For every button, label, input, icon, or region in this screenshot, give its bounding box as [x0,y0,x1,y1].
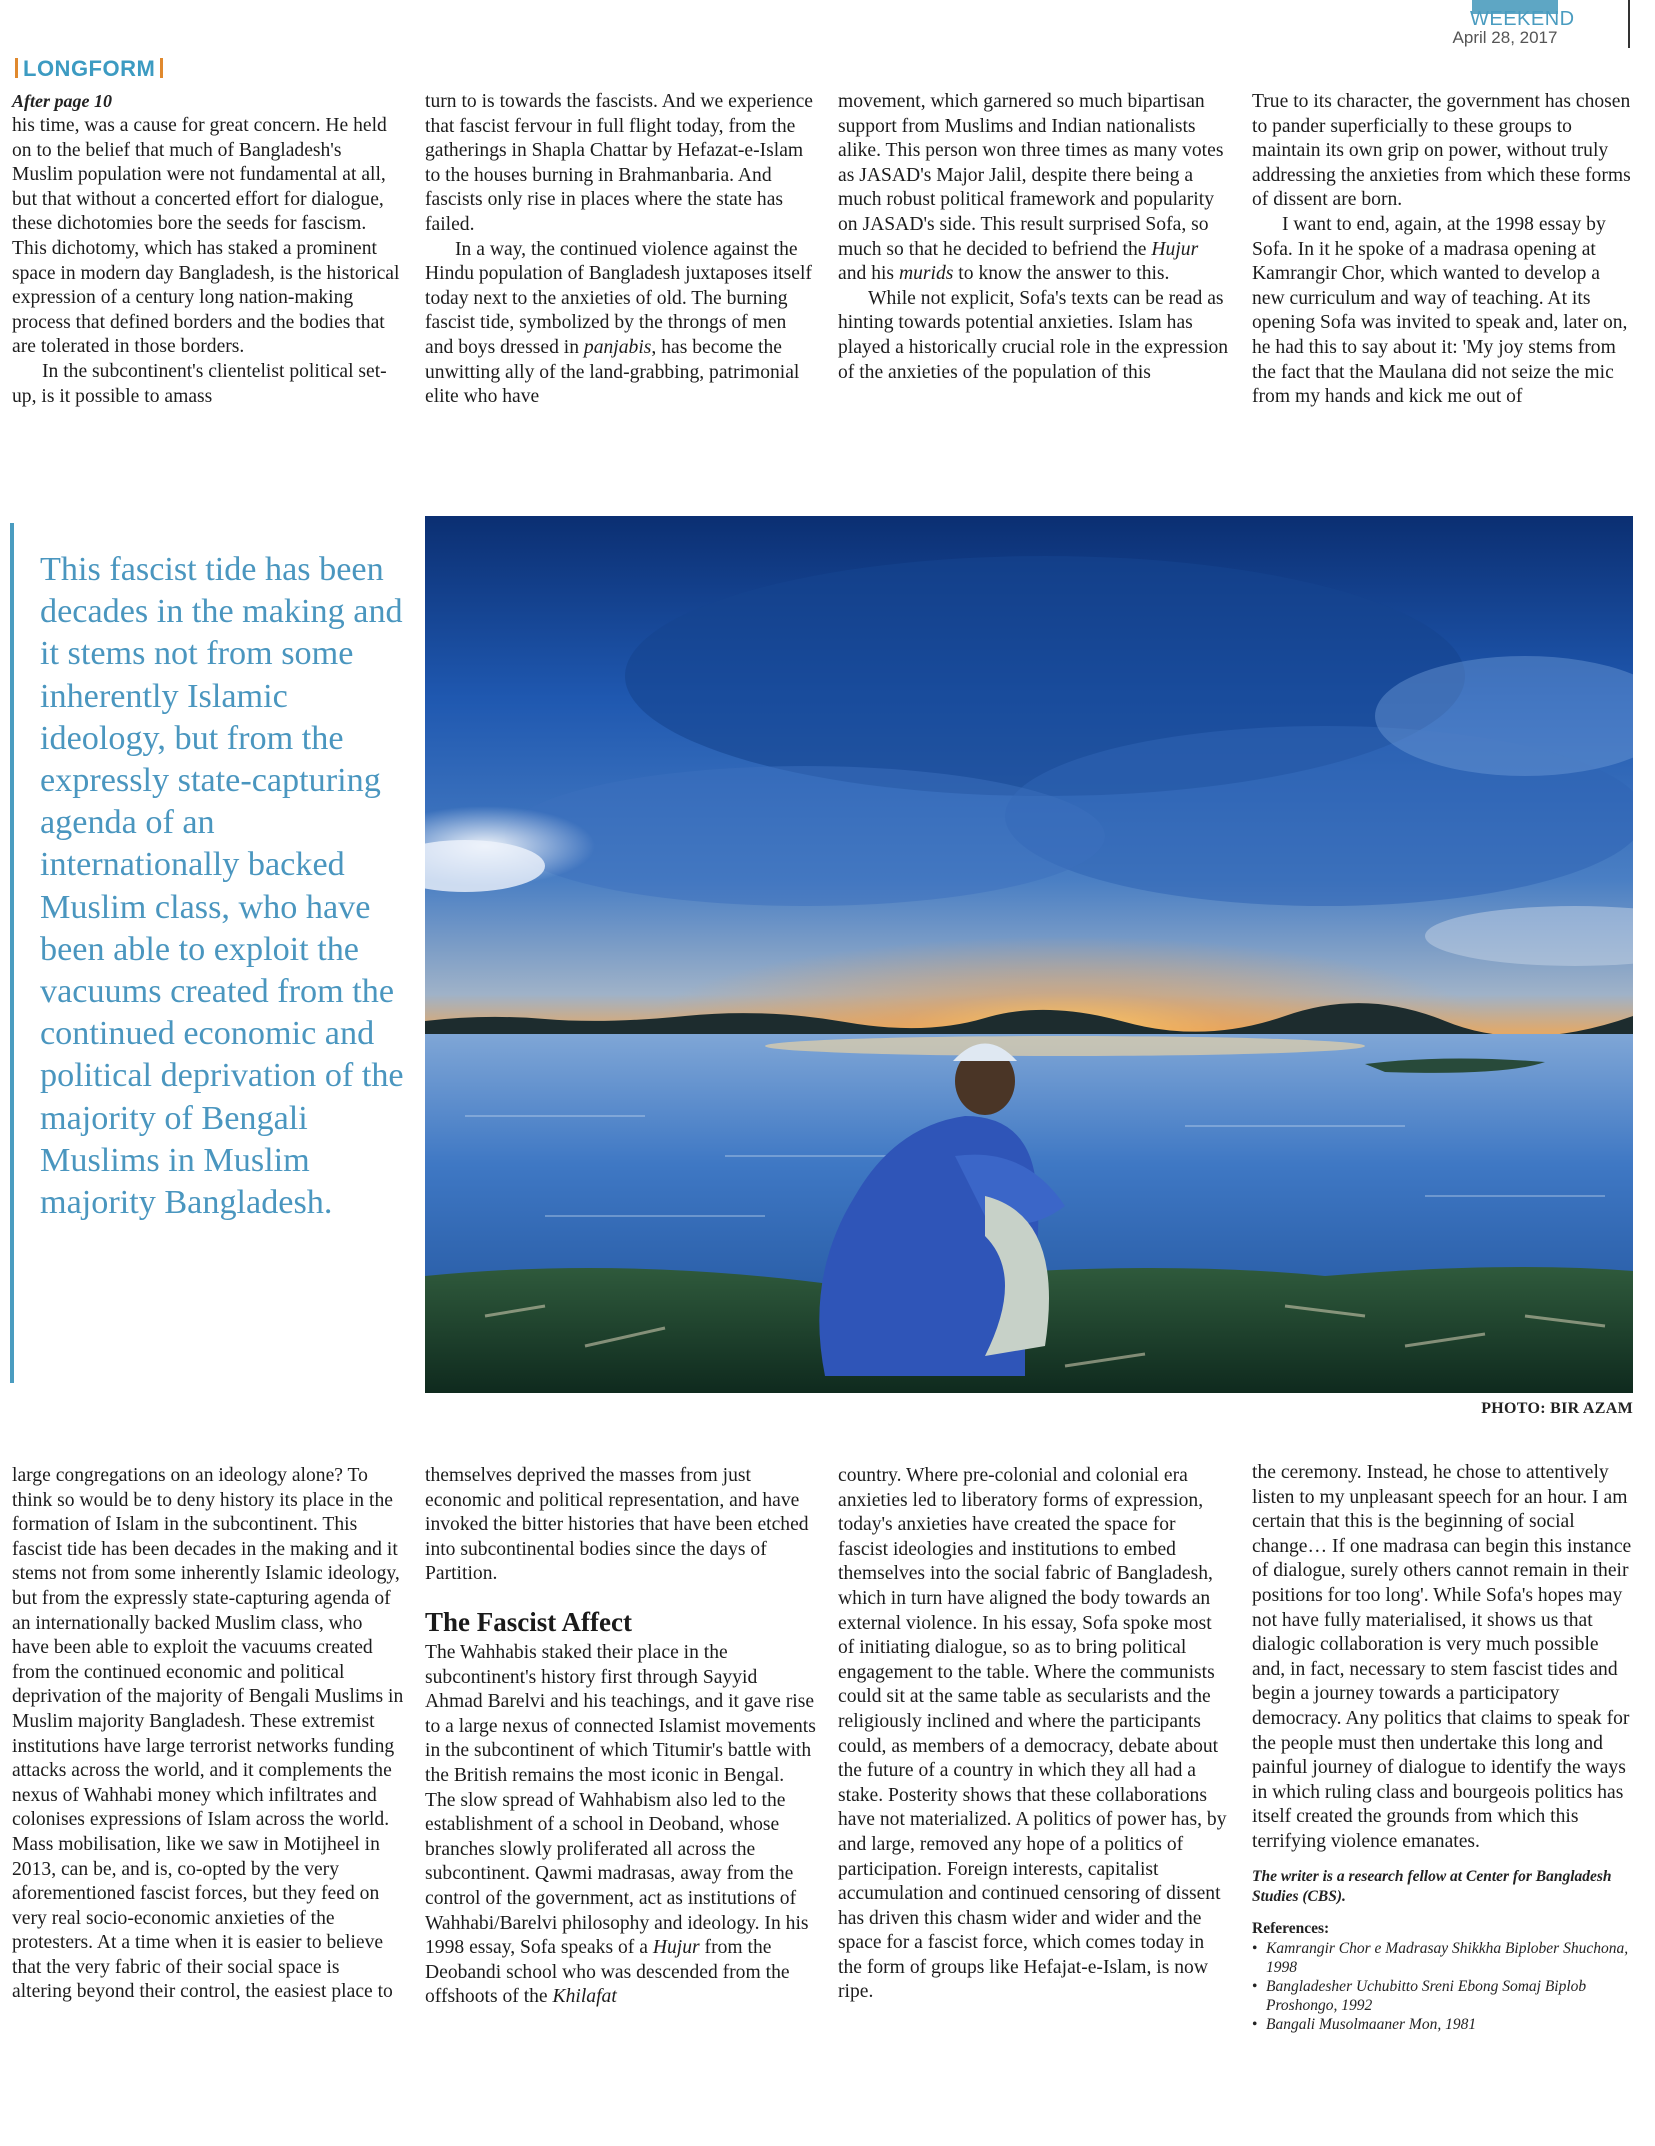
paragraph: True to its character, the government has chosen to pander superficially to these groups to maintain its own grip on power, without truly addressing the anxieties from which these forms of dissent are born. [1252,91,1631,211]
bottom-column-4 [1252,1461,1636,2034]
reference-item: • Bangali Musolmaaner Mon, 1981 [1252,2015,1636,2034]
bottom-column-3 [838,1464,1230,2005]
text-run: The Wahhabis staked their place in the subcontinent's history first through Sayyid Ahmad Barelvi and his teachings, and it gave rise to a large nexus of connected Islamist movements in the subcontinent of which Titumir's battle with the British remains the most iconic in Bengal. The slow spread of Wahhabism also led to the establishment of a school in Deoband, whose branches slowly proliferated all across the subcontinent. Qawmi madrasas, away from the control of the government, act as institutions of Wahhabi/Barelvi philosophy and ideology. In his 1998 essay, Sofa speaks of a [425,1641,816,1959]
reference-item: • Bangladesher Uchubitto Sreni Ebong Somaj Biplob Proshongo, 1992 [1252,1977,1636,2015]
pull-quote-text: This fascist tide has been decades in the making and it stems not from some inherently Islamic ideology, but from the expressly state-capturing agenda of an internationally backed Muslim class, who have been able to exploit the vacuums created from the continued economic and political deprivation of the majority of Bengali Muslims in Muslim majority Bangladesh. [40,551,404,1222]
paragraph: his time, was a cause for great concern. He held on to the belief that much of Bangladesh's Muslim population were not fundamental at all, but that without a concerted effort for dialogue, these dichotomies bore the seeds for fascism. This dichotomy, which has staked a prominent space in modern day Bangladesh, is the historical expression of a century long nation-making process that defined borders and the bodies that are tolerated in those borders. [12,115,400,358]
paragraph: large congregations on an ideology alone? To think so would be to deny history its place in the formation of Islam in the subcontinent. This fascist tide has been decades in the making and it stems not from some inherently Islamic ideology, but from the expressly state-capturing agenda of an internationally backed Muslim class, who have been able to exploit the vacuums created from the continued economic and political deprivation of the majority of Bengali Muslims in Muslim majority Bangladesh. These extremist institutions have large terrorist networks funding attacks across the world, and it complements the nexus of Wahhabi money which infiltrates and colonises expressions of Islam across the world. Mass mobilisation, like we saw in Motijheel in 2013, can be, and is, co-opted by the very aforementioned fascist forces, but they feed on very real socio-economic anxieties of the protesters. At a time when it is easier to believe that the very fabric of their social space is altering beyond their control, the easiest place to [12,1465,404,2003]
masthead-weekend: WEEKEND [1470,8,1575,30]
masthead-divider [1628,0,1630,48]
paragraph: themselves deprived the masses from just economic and political representation, and have invoked the bitter histories that have been etched into subcontinental bodies since the days of Partition. [425,1465,809,1585]
italic-run: murids [898,263,954,285]
continued-from-note: After page 10 [12,91,112,111]
section-label-text: LONGFORM [23,56,156,81]
author-note: The writer is a research fellow at Center for Bangladesh Studies (CBS). [1252,1867,1612,1905]
paragraph: In the subcontinent's clientelist political set-up, is it possible to amass [12,360,387,407]
issue-date: April 28, 2017 [1452,28,1558,47]
paragraph: turn to is towards the fascists. And we experience that fascist fervour in full flight today, from the gatherings in Shapla Chattar by Hefazat-e-Islam to the houses burning in Brahmanbaria. And fascists only rise in places where the state has failed. [425,91,813,235]
italic-run: panjabis [583,336,652,358]
section-bar-right [160,58,163,78]
italic-run: Khilafat [552,1986,617,2008]
bottom-column-2 [425,1464,817,2010]
top-column-3 [838,90,1230,385]
bottom-column-1 [12,1464,404,2005]
top-column-2 [425,90,817,410]
paragraph [425,1641,817,2010]
paragraph: the ceremony. Instead, he chose to attentively listen to my unpleasant speech for an hour. I am certain that this is the beginning of social change… If one madrasa can begin this instance of dialogue, surely others cannot remain in their positions for too long'. While Sofa's hopes may not have fully materialised, it shows us that dialogic collaboration is very much possible and, in fact, necessary to stem fascist tides and begin a journey towards a participatory democracy. Any politics that claims to speak for the people must then undertake this long and painful journey of dialogue to identify the ways in which ruling class and bourgeois politics has itself created the grounds from which this terrifying violence emanates. [1252,1462,1632,1852]
paragraph [838,90,1230,287]
reference-item: • Kamrangir Chor e Madrasay Shikkha Biplober Shuchona, 1998 [1252,1939,1636,1977]
lake-sunset-illustration [425,516,1633,1393]
references-title: References: [1252,1919,1330,1937]
paragraph: While not explicit, Sofa's texts can be read as hinting towards potential anxieties. Islam has played a historically crucial role in the expression of the anxieties of the population of this [838,287,1229,383]
paragraph: I want to end, again, at the 1998 essay by Sofa. In it he spoke of a madrasa opening at Kamrangir Chor, which wanted to develop a new curriculum and way of teaching. At its opening Sofa was invited to speak and, later on, he had this to say about it: 'My joy stems from the fact that the Maulana did not seize the mic from my hands and kick me out of [1252,213,1628,408]
top-column-4 [1252,90,1636,410]
text-run: and his [838,263,899,285]
section-bar-left [15,58,18,78]
text-run: movement, which garnered so much bipartisan support from Muslims and Indian nationalists alike. This person won three times as many votes as JASAD's Major Jalil, despite there being a much robust political framework and popularity on JASAD's side. This result surprised Sofa, so much so that he decided to befriend the [838,91,1224,260]
pull-quote [10,523,410,1383]
photo-credit: PHOTO: BIR AZAM [1481,1400,1633,1417]
text-run: , has become the unwitting ally of the land-grabbing, patrimonial elite who have [425,336,800,408]
text-run: to know the answer to this. [953,263,1170,285]
paragraph [425,238,817,410]
references-list [1252,1939,1636,2034]
paragraph: country. Where pre-colonial and colonial era anxieties led to liberatory forms of expression, today's anxieties have created the space for fascist ideologies and institutions to embed themselves into the social fabric of Bangladesh, which in turn have aligned the body towards an external violence. In his essay, Sofa spoke most of initiating dialogue, so as to bring political engagement to the table. Where the communists could sit at the same table as secularists and the religiously inclined and where the participants could, as members of a democracy, debate about the future of a country in which they all had a stake. Posterity shows that these collaborations have not materialized. A politics of power has, by and large, removed any hope of a politics of participation. Foreign interests, capitalist accumulation and continued censoring of dissent has driven this chasm wider and wider and the space for a fascist force, which comes today in the form of groups like Hefajat-e-Islam, is now ripe. [838,1465,1227,2003]
italic-run: Hujur [652,1937,700,1959]
subheading: The Fascist Affect [425,1606,632,1637]
text-run: In a way, the continued violence against the Hindu population of Bangladesh juxtaposes itself today next to the anxieties of old. The burning fascist tide, symbolized by the throngs of men and boys dressed in [425,238,812,358]
feature-photo [425,516,1633,1393]
section-label [10,56,168,82]
text-run: from the Deobandi school who was descended from the offshoots of the [425,1937,790,2008]
top-column-1 [12,114,402,409]
italic-run: Hujur [1151,238,1199,260]
